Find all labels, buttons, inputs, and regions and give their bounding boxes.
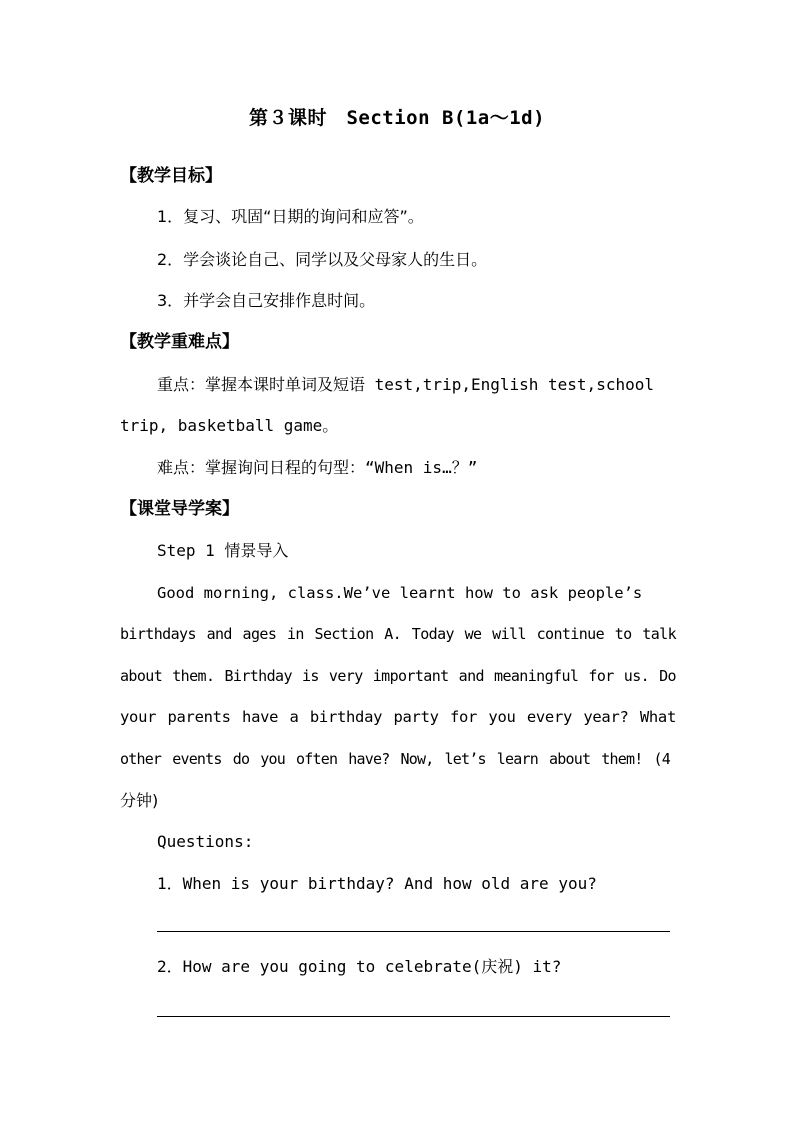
question-2: 2．How are you going to celebrate(庆祝) it?: [157, 957, 562, 976]
guide-heading: 【课堂导学案】: [120, 499, 239, 519]
questions-label: Questions:: [157, 832, 254, 851]
key-points-heading: 【教学重难点】: [120, 332, 239, 352]
step-1-label: Step 1 情景导入: [157, 541, 289, 560]
paragraph-line-4: your parents have a birthday party for you every year? What: [120, 708, 676, 726]
difficult-point: 难点：掌握询问日程的句型：“When is…？”: [157, 458, 478, 477]
objectives-heading: 【教学目标】: [120, 166, 222, 186]
key-point-line-1: 重点：掌握本课时单词及短语 test,trip,English test,school: [157, 375, 654, 394]
page-title: 第３课时 Section B(1a～1d): [248, 107, 546, 129]
answer-line-1[interactable]: [157, 931, 670, 932]
key-point-line-2: trip, basketball game。: [120, 416, 339, 435]
paragraph-line-2: birthdays and ages in Section A. Today we will continue to talk: [120, 625, 676, 643]
objective-item-2: 2．学会谈论自己、同学以及父母家人的生日。: [157, 250, 488, 269]
answer-line-2[interactable]: [157, 1016, 670, 1017]
paragraph-line-6: 分钟): [120, 791, 159, 810]
question-1: 1．When is your birthday? And how old are you?: [157, 874, 597, 893]
objective-item-1: 1．复习、巩固“日期的询问和应答”。: [157, 207, 424, 226]
objective-item-3: 3．并学会自己安排作息时间。: [157, 291, 376, 310]
paragraph-line-5: other events do you often have? Now, let’s learn about them! (4: [120, 750, 670, 768]
paragraph-line-3: about them. Birthday is very important and meaningful for us. Do: [120, 667, 676, 685]
paragraph-line-1: Good morning, class.We’ve learnt how to ask people’s: [157, 584, 643, 602]
